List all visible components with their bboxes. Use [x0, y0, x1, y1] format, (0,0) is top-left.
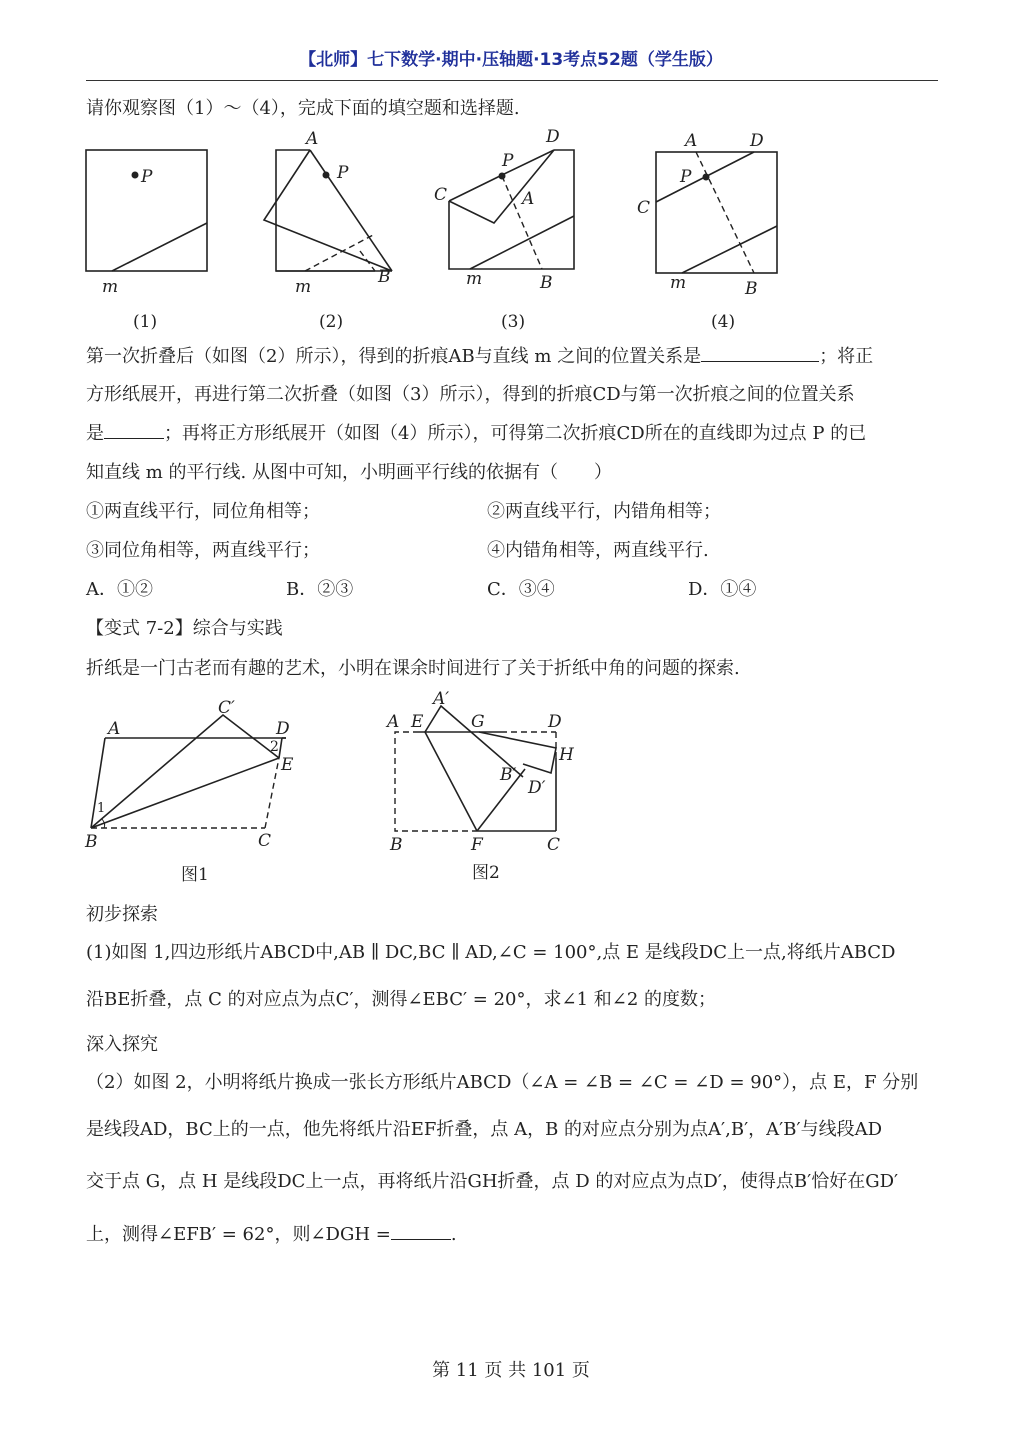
answer-blank-2[interactable] [104, 420, 164, 439]
label-m: m [670, 273, 687, 293]
label-a-prime: A′ [433, 689, 450, 709]
answer-blank-1[interactable] [701, 343, 819, 362]
label-d: D [548, 712, 562, 732]
label-p: P [502, 151, 514, 171]
option-d[interactable]: D．①④ [688, 579, 757, 600]
label-p: P [141, 167, 153, 187]
label-h: H [559, 745, 574, 765]
label-d-prime: D′ [528, 778, 546, 798]
label-a: A [108, 719, 121, 739]
page-footer: 第 11 页 共 101 页 [432, 1360, 590, 1381]
figure-2 [264, 129, 392, 297]
label-c-prime: C′ [218, 698, 235, 718]
label-d: D [546, 127, 560, 147]
problem-line-4: 知直线 m 的平行线. 从图中可知，小明画平行线的依据有（ ） [86, 462, 612, 483]
section-preliminary: 初步探索 [86, 904, 158, 925]
label-b: B [390, 835, 403, 855]
label-b: B [540, 273, 553, 293]
label-a: A [685, 131, 698, 151]
label-d: D [750, 131, 764, 151]
statement-3: ③同位角相等，两直线平行； [86, 540, 320, 561]
q2-line-4: 上，测得∠EFB′ = 62°，则∠DGH = . [86, 1220, 457, 1246]
option-b[interactable]: B．②③ [286, 579, 354, 600]
label-b-prime: B′ [500, 765, 517, 785]
label-b: B [378, 267, 391, 287]
problem-line-2: 方形纸展开，再进行第二次折叠（如图（3）所示），得到的折痕CD与第一次折痕之间的位置关系 [86, 384, 855, 405]
q2-line-1: （2）如图 2，小明将纸片换成一张长方形纸片ABCD（∠A = ∠B = ∠C = ∠D = 90°），点 E，F 分别 [86, 1072, 919, 1093]
label-a: A [387, 712, 400, 732]
label-c: C [547, 835, 561, 855]
statement-4: ④内错角相等，两直线平行. [487, 540, 709, 561]
label-a: A [522, 189, 535, 209]
option-a[interactable]: A．①② [86, 579, 153, 600]
label-c: C [637, 198, 651, 218]
answer-blank-3[interactable] [391, 1221, 451, 1240]
label-m: m [295, 277, 312, 297]
variant-figure-1 [84, 698, 294, 852]
caption-1: (1) [133, 312, 158, 332]
label-angle-1: 1 [97, 801, 106, 816]
label-d: D [276, 719, 290, 739]
label-angle-2: 2 [270, 739, 279, 755]
figure-1 [86, 150, 207, 297]
q2-line-3: 交于点 G，点 H 是线段DC上一点，再将纸片沿GH折叠，点 D 的对应点为点D′，使得点B′恰好在GD′ [86, 1171, 899, 1192]
problem-line-3: 是 ；再将正方形纸展开（如图（4）所示），可得第二次折痕CD所在的直线即为过点 P 的已 [86, 419, 866, 445]
variant-figures [75, 685, 595, 855]
label-c: C [258, 831, 272, 851]
problem-line-1: 第一次折叠后（如图（2）所示），得到的折痕AB与直线 m 之间的位置关系是 ；将正 [86, 342, 873, 368]
statement-2: ②两直线平行，内错角相等； [487, 501, 721, 522]
variant-caption-2: 图2 [472, 863, 500, 883]
fold-figures [70, 120, 890, 305]
label-c: C [434, 185, 448, 205]
section-deep: 深入探究 [86, 1034, 158, 1055]
label-f: F [471, 835, 483, 855]
label-m: m [102, 277, 119, 297]
variant-intro: 折纸是一门古老而有趣的艺术，小明在课余时间进行了关于折纸中角的问题的探索. [86, 658, 740, 679]
caption-4: (4) [711, 312, 736, 332]
label-b: B [745, 279, 758, 299]
label-g: G [471, 712, 485, 732]
label-b: B [85, 832, 98, 852]
caption-3: (3) [501, 312, 526, 332]
statement-1: ①两直线平行，同位角相等； [86, 501, 320, 522]
label-p: P [680, 167, 692, 187]
variant-figure-2 [385, 689, 575, 855]
variant-caption-1: 图1 [181, 865, 209, 885]
problem-intro: 请你观察图（1）～（4），完成下面的填空题和选择题. [86, 98, 520, 119]
q1-line-1: (1)如图 1,四边形纸片ABCD中,AB ∥ DC,BC ∥ AD,∠C = 100°,点 E 是线段DC上一点,将纸片ABCD [86, 942, 896, 963]
figure-3 [434, 127, 574, 293]
q2-line-2: 是线段AD，BC上的一点，他先将纸片沿EF折叠，点 A，B 的对应点分别为点A′,B′，A′B′与线段AD [86, 1119, 883, 1140]
caption-2: (2) [319, 312, 344, 332]
page-header: 【北师】七下数学·期中·压轴题·13考点52题（学生版） [299, 50, 723, 70]
label-e: E [411, 712, 424, 732]
q1-line-2: 沿BE折叠，点 C 的对应点为点C′，测得∠EBC′ = 20°，求∠1 和∠2 的度数； [86, 989, 717, 1010]
variant-title: 【变式 7-2】综合与实践 [86, 618, 283, 639]
figure-4 [637, 131, 777, 299]
label-p: P [337, 163, 349, 183]
label-e: E [281, 755, 294, 775]
label-a: A [306, 129, 319, 149]
label-m: m [466, 269, 483, 289]
option-c[interactable]: C．③④ [487, 579, 555, 600]
header-rule [86, 80, 938, 81]
